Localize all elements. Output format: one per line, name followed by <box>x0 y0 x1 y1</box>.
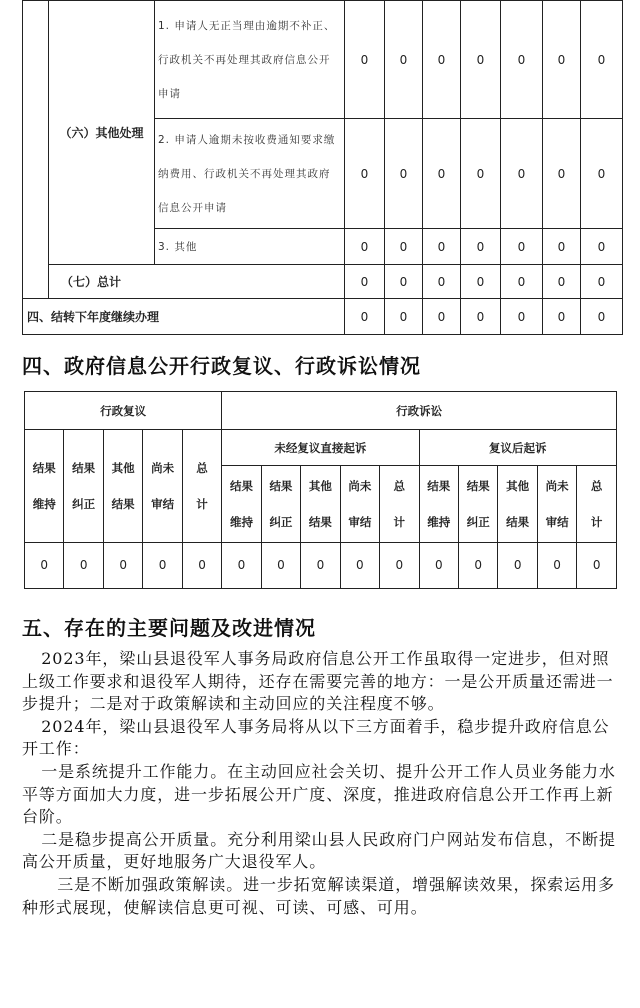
value-cell: 0 <box>501 1 543 119</box>
column-header: 总 计 <box>577 466 617 542</box>
value-cell: 0 <box>345 119 385 229</box>
value-cell: 0 <box>501 299 543 335</box>
value-cell: 0 <box>222 542 261 588</box>
value-cell: 0 <box>423 1 461 119</box>
value-cell: 0 <box>419 542 458 588</box>
review-header: 行政复议 <box>25 392 222 430</box>
value-cell: 0 <box>423 299 461 335</box>
value-cell: 0 <box>340 542 379 588</box>
table-row <box>25 542 617 588</box>
value-cell: 0 <box>461 229 501 265</box>
value-cell: 0 <box>543 265 581 299</box>
value-cell: 0 <box>103 542 142 588</box>
value-cell: 0 <box>543 119 581 229</box>
paragraph: 2023年，梁山县退役军人事务局政府信息公开工作虽取得一定进步，但对照上级工作要求和退役军人期待，还存在需要完善的地方：一是公开质量还需进一步提升；二是对于政策解读和主动回应的关注程度不够。 <box>22 649 614 714</box>
value-cell: 0 <box>537 542 576 588</box>
value-cell: 0 <box>385 299 423 335</box>
value-cell: 0 <box>385 1 423 119</box>
value-cell: 0 <box>345 299 385 335</box>
section-heading: 四、政府信息公开行政复议、行政诉讼情况 <box>22 354 421 378</box>
value-cell: 0 <box>581 299 623 335</box>
value-cell: 0 <box>25 542 64 588</box>
value-cell: 0 <box>458 542 497 588</box>
column-header: 尚未 审结 <box>143 430 182 543</box>
value-cell: 0 <box>577 542 617 588</box>
column-header: 结果 纠正 <box>64 430 103 543</box>
column-header: 结果 纠正 <box>458 466 497 542</box>
paragraph: 三是不断加强政策解读。进一步拓宽解读渠道，增强解读效果，探索运用多种形式展现，使解读信息更可视、可读、可感、可用。 <box>22 874 615 917</box>
table-row <box>23 1 623 119</box>
table-row <box>25 430 617 466</box>
value-cell: 0 <box>501 265 543 299</box>
row-description: 2. 申请人逾期未按收费通知要求缴纳费用、行政机关不再处理其政府信息公开申请 <box>155 119 345 229</box>
litigation-header: 行政诉讼 <box>222 392 617 430</box>
value-cell: 0 <box>423 119 461 229</box>
column-header: 结果 纠正 <box>261 466 300 542</box>
value-cell: 0 <box>143 542 182 588</box>
column-header: 结果 维持 <box>419 466 458 542</box>
value-cell: 0 <box>261 542 300 588</box>
after-review-header: 复议后起诉 <box>419 430 616 466</box>
value-cell: 0 <box>385 119 423 229</box>
value-cell: 0 <box>461 265 501 299</box>
value-cell: 0 <box>581 229 623 265</box>
value-cell: 0 <box>345 265 385 299</box>
value-cell: 0 <box>423 229 461 265</box>
value-cell: 0 <box>543 299 581 335</box>
value-cell: 0 <box>182 542 221 588</box>
value-cell: 0 <box>461 299 501 335</box>
value-cell: 0 <box>385 265 423 299</box>
review-litigation-table <box>24 391 617 589</box>
column-header: 总 计 <box>182 430 221 543</box>
value-cell: 0 <box>581 265 623 299</box>
column-header: 尚未 审结 <box>340 466 379 542</box>
value-cell: 0 <box>423 265 461 299</box>
value-cell: 0 <box>581 1 623 119</box>
paragraph: 2024年，梁山县退役军人事务局将从以下三方面着手，稳步提升政府信息公开工作： <box>22 716 610 759</box>
paragraph: 一是系统提升工作能力。在主动回应社会关切、提升公开工作人员业务能力水平等方面加大力度，进一步拓展公开广度、深度，推进政府信息公开工作再上新台阶。 <box>22 761 616 827</box>
value-cell: 0 <box>461 119 501 229</box>
table-row <box>23 299 623 335</box>
row-description: 3. 其他 <box>155 229 345 265</box>
value-cell: 0 <box>64 542 103 588</box>
column-header: 其他 结果 <box>498 466 537 542</box>
total-label: （七）总计 <box>49 265 345 299</box>
blank-cell <box>23 1 49 299</box>
column-header: 其他 结果 <box>103 430 142 543</box>
table-row <box>25 392 617 430</box>
improvement-text <box>22 648 618 919</box>
column-header: 结果 维持 <box>25 430 64 543</box>
value-cell: 0 <box>581 119 623 229</box>
column-header: 总 计 <box>380 466 419 542</box>
direct-suit-header: 未经复议直接起诉 <box>222 430 419 466</box>
group-label: （六）其他处理 <box>49 1 155 265</box>
value-cell: 0 <box>461 1 501 119</box>
value-cell: 0 <box>501 119 543 229</box>
processing-results-table <box>22 0 623 335</box>
value-cell: 0 <box>543 229 581 265</box>
value-cell: 0 <box>501 229 543 265</box>
column-header: 尚未 审结 <box>537 466 576 542</box>
value-cell: 0 <box>385 229 423 265</box>
row-description: 1. 申请人无正当理由逾期不补正、行政机关不再处理其政府信息公开申请 <box>155 1 345 119</box>
value-cell: 0 <box>301 542 340 588</box>
paragraph: 二是稳步提高公开质量。充分利用梁山县人民政府门户网站发布信息，不断提高公开质量，更好地服务广大退役军人。 <box>22 829 616 872</box>
column-header: 结果 维持 <box>222 466 261 542</box>
value-cell: 0 <box>345 1 385 119</box>
value-cell: 0 <box>498 542 537 588</box>
section-heading: 五、存在的主要问题及改进情况 <box>22 616 316 640</box>
value-cell: 0 <box>543 1 581 119</box>
carry-over-label: 四、结转下年度继续办理 <box>23 299 345 335</box>
value-cell: 0 <box>380 542 419 588</box>
table-row <box>23 265 623 299</box>
value-cell: 0 <box>345 229 385 265</box>
column-header: 其他 结果 <box>301 466 340 542</box>
